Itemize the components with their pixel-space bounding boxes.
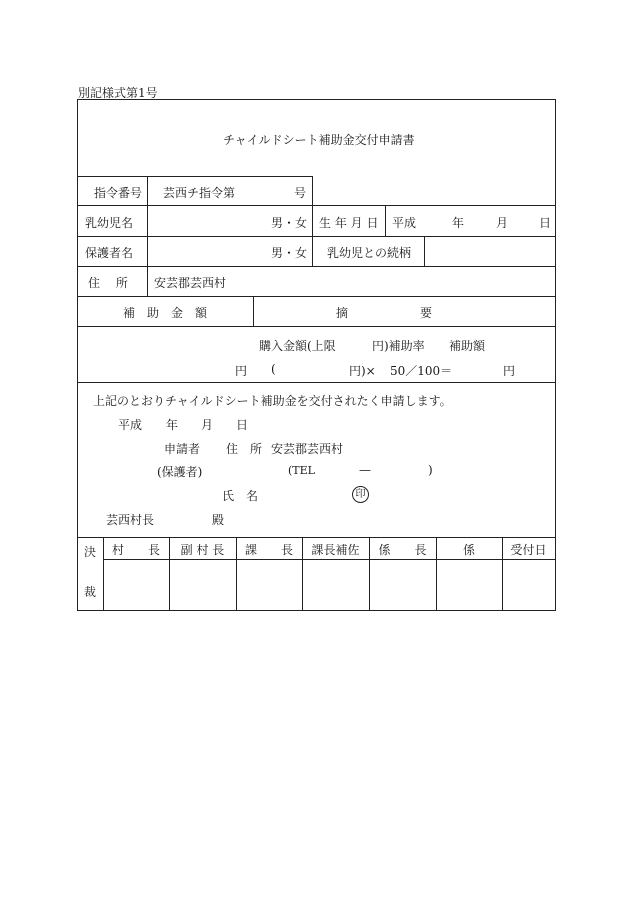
calc-paren: ( — [271, 362, 276, 376]
approval-label-top: 決 — [84, 545, 97, 559]
tel-dash: — — [359, 463, 371, 477]
child-gender: 男・女 — [271, 216, 308, 230]
application-date-year: 年 — [166, 418, 179, 432]
form-number: 別記様式第1号 — [78, 86, 158, 100]
applicant-address-label: 住 所 — [226, 442, 263, 456]
amount-yen: 円 — [235, 364, 248, 378]
application-statement: 上記のとおりチャイルドシート補助金を交付されたく申請します。 — [93, 394, 452, 408]
result-yen: 円 — [503, 364, 516, 378]
approval-col-staff: 係 — [462, 543, 475, 557]
application-date-month: 月 — [201, 418, 214, 432]
order-number-label: 指令番号 — [94, 186, 143, 200]
form-title: チャイルドシート補助金交付申請書 — [223, 133, 415, 147]
dob-month: 月 — [496, 216, 509, 230]
approval-col-village-head: 村 長 — [111, 543, 160, 557]
dob-label: 生 年 月 日 — [319, 216, 379, 230]
approval-col-unit-chief: 係 長 — [378, 543, 427, 557]
purchase-yen-rate: 円)補助率 — [372, 339, 425, 353]
subsidy-amount-header: 補 助 金 額 — [123, 306, 208, 320]
relation-label: 乳幼児との続柄 — [327, 246, 412, 260]
approval-col-section-chief: 課 長 — [244, 543, 293, 557]
order-number-prefix: 芸西チ指令第 — [163, 186, 236, 200]
calc-yen: 円)× — [349, 364, 376, 378]
tel-label: (TEL — [288, 464, 315, 477]
application-date-day: 日 — [236, 418, 249, 432]
child-name-label: 乳幼児名 — [85, 216, 134, 230]
address-value: 安芸郡芸西村 — [154, 276, 227, 290]
guardian-gender: 男・女 — [271, 246, 308, 260]
purchase-amount-label: 購入金額(上限 — [259, 339, 336, 353]
address-label: 住 所 — [88, 276, 128, 290]
guardian-name-label: 保護者名 — [85, 246, 134, 260]
application-date-era: 平成 — [118, 418, 143, 432]
dob-era: 平成 — [392, 216, 417, 230]
honorific: 殿 — [212, 513, 225, 527]
approval-label-bottom: 裁 — [84, 585, 97, 599]
subsidy-label: 補助額 — [449, 339, 486, 353]
tel-close: ) — [428, 463, 433, 477]
addressee: 芸西村長 — [106, 513, 155, 527]
dob-year: 年 — [452, 216, 465, 230]
applicant-address-value: 安芸郡芸西村 — [271, 442, 344, 456]
approval-col-deputy-head: 副 村 長 — [180, 543, 225, 557]
calc-rate: 50／100＝ — [390, 364, 453, 378]
applicant-label: 申請者 — [164, 442, 201, 456]
seal-mark: 印 — [352, 486, 369, 503]
order-number-suffix: 号 — [294, 186, 307, 200]
approval-col-received-date: 受付日 — [510, 543, 547, 557]
summary-header: 摘 要 — [336, 306, 433, 320]
approval-col-assistant-chief: 課長補佐 — [311, 543, 360, 557]
applicant-name-label: 氏 名 — [222, 489, 259, 503]
guardian-note: (保護者) — [157, 465, 203, 479]
dob-day: 日 — [539, 216, 552, 230]
